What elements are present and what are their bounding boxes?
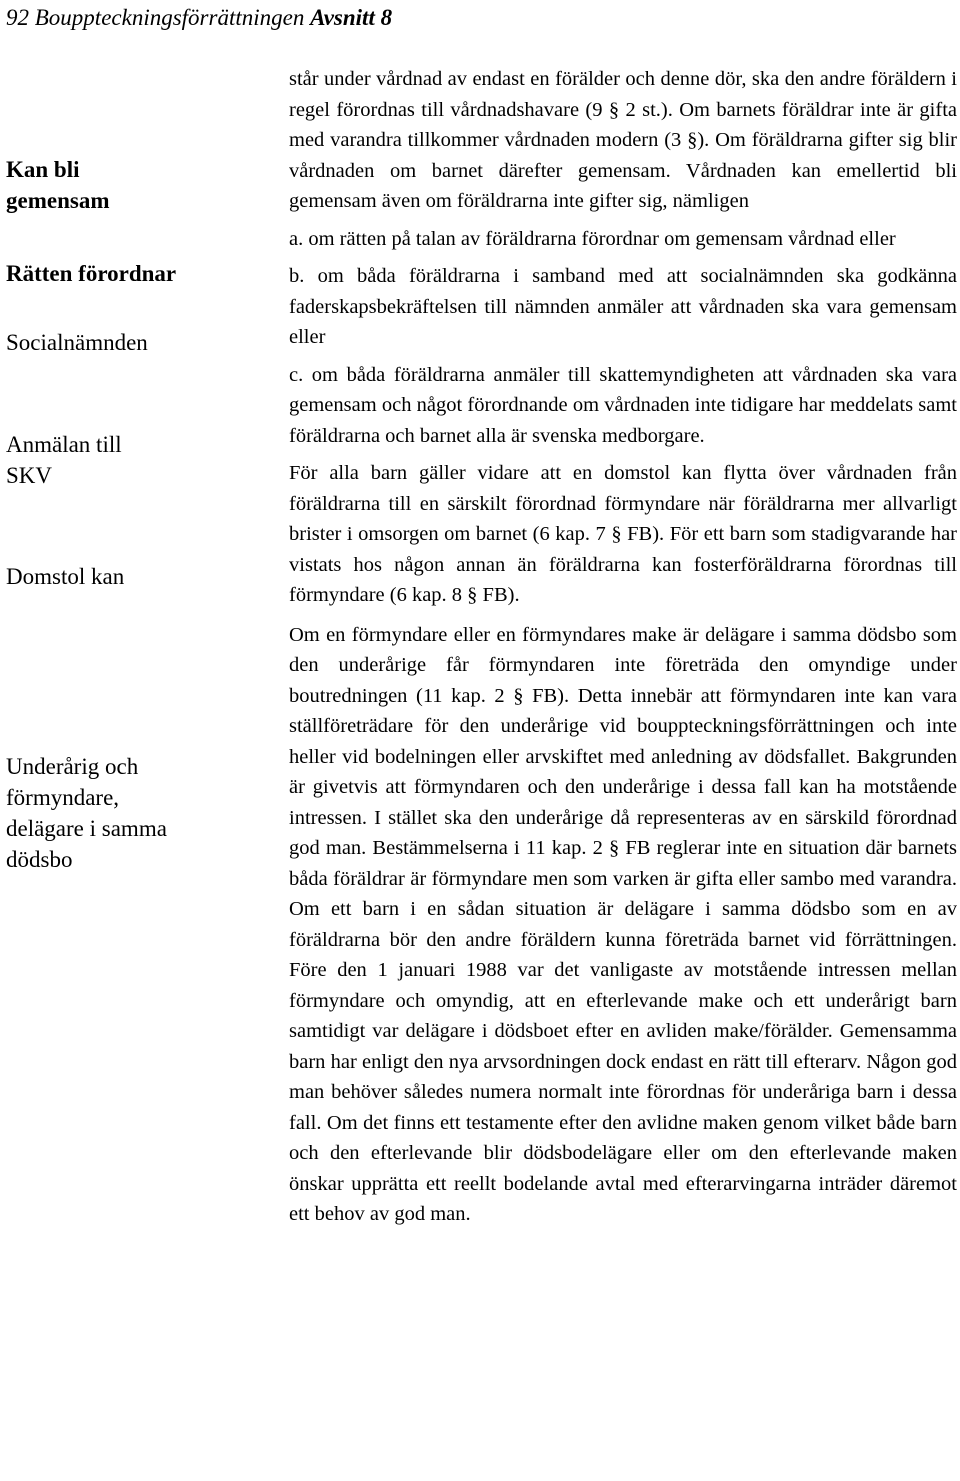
margin-note-underarig-och-formyndare: Underårig och förmyndare, delägare i samma dödsbo (6, 754, 167, 872)
margin-note-domstol-kan: Domstol kan (6, 564, 125, 589)
list-item-b: b. om båda föräldrarna i samband med att socialnämnden ska godkänna faderskapsbekräftelsen till nämnden anmäler att vårdnaden ska vara gemensam eller (289, 265, 957, 348)
list-item-a: a. om rätten på talan av föräldrarna förordnar om gemensam vårdnad eller (289, 227, 896, 250)
paragraph-formyndare: Om en förmyndare eller en förmyndares make är delägare i samma dödsbo som den underårige får förmyndaren inte företräda den omyndige under boutredningen (11 kap. 2 § FB). Detta innebär att förmyndaren inte kan vara ställföreträdare för den underårige vid bouppteckningsförrättningen och inte heller vid bodelningen eller arvskiftet med anledning av dödsfallet. Bakgrunden är givetvis att förmyndaren och den underårige i dessa fall kan ha motstående intressen. I stället ska den underårige då representeras av en särskild förordnad god man. Bestämmelserna i 11 kap. 2 § FB reglerar inte en situation där barnets båda föräldrar är förmyndare men som varken är gifta eller sambo med varandra. Om ett barn i en sådan situation är delägare i samma dödsbo som en av föräldrarna bör den andre föräldern kunna företräda barnet vid förrättningen. Före den 1 januari 1988 var det vanligaste av motstående intressen mellan förmyndare och omyndig, att en efterlevande make och ett underårigt barn samtidigt var delägare i dödsboet efter en avliden make/förälder. Gemensamma barn har enligt den nya arvsordningen dock endast en rätt till efterarv. Någon god man behöver således numera normalt inte förordnas för underåriga barn i dessa fall. Om det finns ett testamente efter den avlidne maken genom vilket både barn och den efterlevande blir dödsbodelägare eller om den efterlevande maken önskar upprätta ett reellt bodelande avtal med efterarvingarna inträder däremot ett behov av god man. (289, 623, 957, 1225)
paragraph-vardnad-intro: står under vårdnad av endast en förälder och denne dör, ska den andre föräldern i regel förordnas till vårdnadshavare (9 § 2 st.). Om barnets föräldrar inte är gifta med varandra tillkommer vårdnaden modern (3 §). Om föräldrarna gifter sig blir vårdnaden om barnet därefter gemensam. Vårdnaden kan emellertid bli gemensam även om föräldrarna inte gifter sig, nämligen (289, 68, 957, 212)
margin-note-socialnamnden: Socialnämnden (6, 330, 148, 355)
page-header (6, 3, 906, 33)
list-item-c: c. om båda föräldrarna anmäler till skattemyndigheten att vårdnaden ska vara gemensam och något förordnande om vårdnaden inte tidigare har meddelats samt föräldrarna och barnet alla är svenska medborgare. (289, 363, 957, 447)
header-title: Bouppteckningsförrättningen (34, 5, 305, 30)
margin-note-anmalan-till-skv: Anmälan till SKV (6, 432, 122, 488)
margin-note-ratten-forordnar: Rätten förordnar (6, 261, 177, 286)
paragraph-domstol: För alla barn gäller vidare att en domstol kan flytta över vårdnaden från föräldrarna till en särskilt förordnad förmyndare när föräldrarna mer allvarligt brister i omsorgen om barnet (6 kap. 7 § FB). För ett barn som stadigvarande har vistats hos någon annan än föräldrarna kan fosterföräldrarna förordnas till förmyndare (6 kap. 8 § FB). (289, 462, 957, 606)
margin-note-kan-bli-gemensam: Kan bli gemensam (6, 157, 110, 213)
body-text (289, 64, 957, 1230)
page-number: 92 (6, 5, 29, 30)
header-section: Avsnitt 8 (310, 5, 393, 30)
